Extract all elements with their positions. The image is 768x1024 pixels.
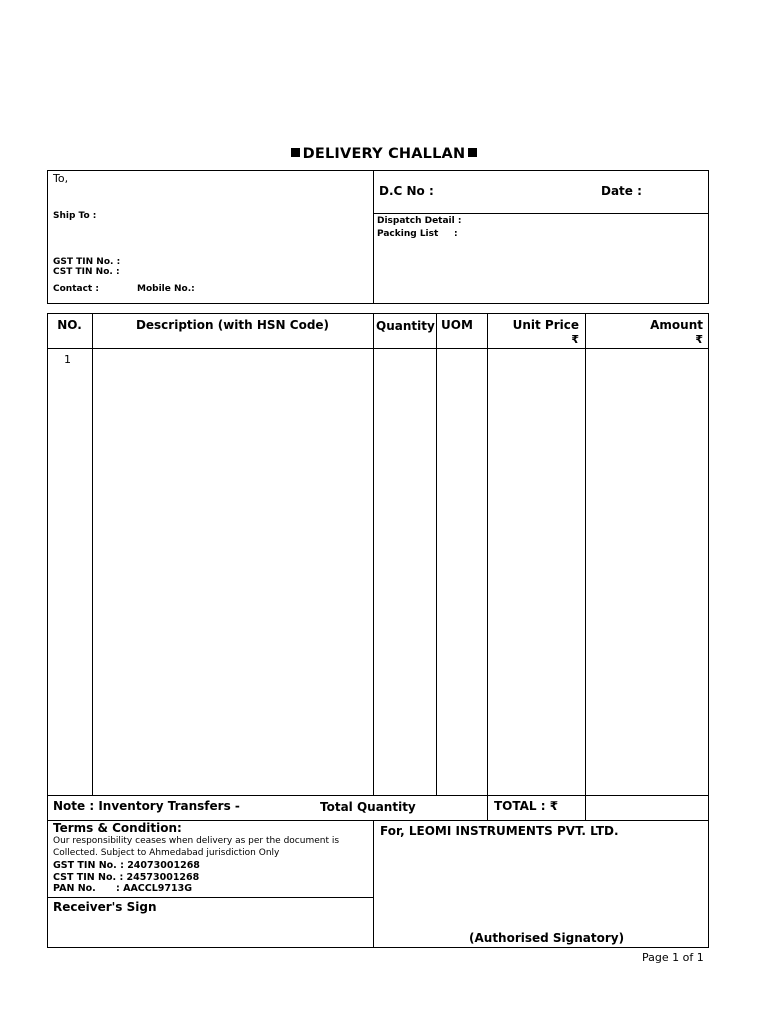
row-number: 1 bbox=[64, 353, 71, 366]
terms-line-2: Collected. Subject to Ahmedabad jurisdiction Only bbox=[53, 848, 280, 858]
date-label: Date : bbox=[601, 184, 642, 198]
col-divider-desc bbox=[373, 313, 374, 795]
gst-tin-label: GST TIN No. : bbox=[53, 257, 121, 267]
contact-label: Contact : bbox=[53, 284, 99, 294]
col-divider-uom bbox=[487, 313, 488, 821]
dispatch-detail-label: Dispatch Detail : bbox=[377, 216, 462, 226]
authorised-signatory-label: (Authorised Signatory) bbox=[469, 931, 625, 945]
company-pan-label: PAN No. bbox=[53, 883, 96, 894]
header-divider bbox=[373, 170, 374, 304]
square-bullet-icon bbox=[468, 148, 477, 157]
items-header-divider bbox=[47, 348, 709, 349]
column-header-unit-price: Unit Price bbox=[512, 318, 579, 332]
page-indicator: Page 1 of 1 bbox=[642, 951, 704, 964]
column-header-amount: Amount bbox=[650, 318, 703, 332]
document-title-text: DELIVERY CHALLAN bbox=[302, 146, 466, 162]
total-amount-label: TOTAL : ₹ bbox=[494, 799, 559, 813]
document-title bbox=[0, 146, 768, 162]
column-header-no: NO. bbox=[57, 318, 82, 332]
company-for-label: For, LEOMI INSTRUMENTS PVT. LTD. bbox=[380, 824, 619, 838]
total-quantity-label: Total Quantity bbox=[320, 800, 416, 814]
receiver-sign-divider bbox=[47, 897, 373, 898]
company-cst-tin: CST TIN No. : 24573001268 bbox=[53, 872, 200, 883]
items-totals-divider bbox=[47, 795, 709, 796]
receiver-sign-label: Receiver's Sign bbox=[53, 900, 157, 914]
column-header-quantity: Quantity bbox=[376, 319, 435, 333]
unit-price-currency: ₹ bbox=[571, 333, 579, 346]
square-bullet-icon bbox=[291, 148, 300, 157]
ship-to-label: Ship To : bbox=[53, 211, 97, 221]
header-right-divider bbox=[373, 213, 709, 214]
company-pan-value: : AACCL9713G bbox=[116, 883, 193, 894]
packing-list-label: Packing List bbox=[377, 229, 439, 239]
mobile-label: Mobile No.: bbox=[137, 284, 195, 294]
cst-tin-label: CST TIN No. : bbox=[53, 267, 120, 277]
amount-currency: ₹ bbox=[695, 333, 703, 346]
col-divider-qty bbox=[436, 313, 437, 795]
terms-line-1: Our responsibility ceases when delivery as per the document is bbox=[53, 836, 340, 846]
col-divider-price bbox=[585, 313, 586, 821]
column-header-uom: UOM bbox=[441, 318, 473, 332]
terms-heading: Terms & Condition: bbox=[53, 821, 182, 835]
note-inventory-transfers: Note : Inventory Transfers - bbox=[53, 799, 240, 813]
to-label: To, bbox=[53, 172, 69, 185]
packing-list-colon: : bbox=[454, 229, 458, 239]
items-table bbox=[47, 313, 709, 821]
column-header-description: Description (with HSN Code) bbox=[135, 318, 330, 332]
col-divider-no bbox=[92, 313, 93, 795]
dc-no-label: D.C No : bbox=[379, 184, 434, 198]
footer-divider bbox=[373, 820, 374, 948]
company-gst-tin: GST TIN No. : 24073001268 bbox=[53, 860, 200, 871]
